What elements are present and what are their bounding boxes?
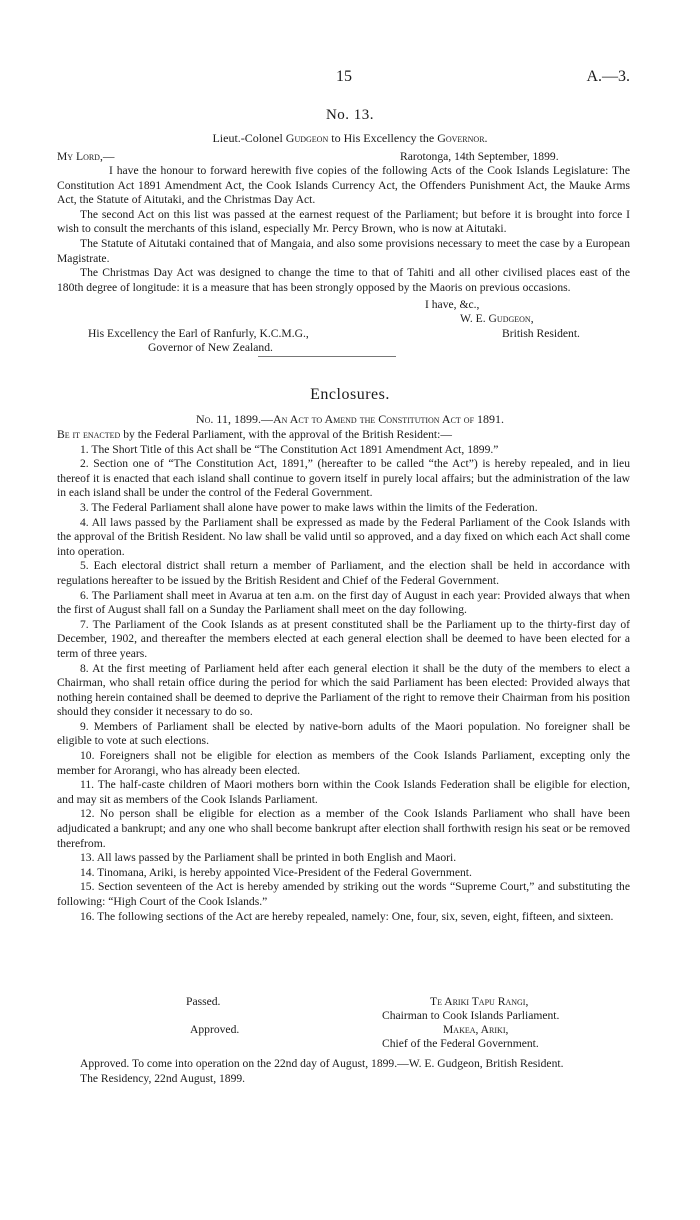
act-section: 4. All laws passed by the Parliament shall be expressed as made by the Federal Parliament of the Cook Islands with the approval of the British Resident. No law shall be valid until so approved, and a day fixed on which each Act shall come into operation.: [57, 515, 630, 558]
act-section: 12. No person shall be eligible for election as a member of the Cook Islands Parliament who shall have been adjudicated a bankrupt; and any one who shall become bankrupt after election shall forthwith resign his seat or be removed therefrom.: [57, 807, 630, 850]
act-section: 15. Section seventeen of the Act is hereby amended by striking out the words “Supreme Court,” and substituting the following: “High Court of the Cook Islands.”: [57, 880, 630, 908]
signature-title: British Resident.: [502, 327, 580, 340]
act-section: 7. The Parliament of the Cook Islands as at present constituted shall be the Parliament up to the thirty-first day of December, 1902, and thereafter the members elected at each general election shall be deemed to have been elected for a term of three years.: [57, 617, 630, 660]
addressee-line-2: Governor of New Zealand.: [148, 341, 273, 354]
act-body: [57, 428, 630, 924]
act-section: 11. The half-caste children of Maori mothers born within the Cook Islands Federation shall be eligible for election, and may sit as members of the Cook Islands Parliament.: [57, 778, 630, 806]
act-section: 1. The Short Title of this Act shall be “The Constitution Act 1891 Amendment Act, 1899.”: [80, 442, 499, 456]
final-approval-block: [57, 1057, 630, 1086]
letter-number: No. 13.: [325, 107, 375, 123]
passed-signature-name: Te Ariki Tapu Rangi,: [430, 995, 529, 1008]
act-title-text: No. 11, 1899.—An Act to Amend the Constitution Act of 1891.: [195, 412, 505, 426]
enacting-clause: [57, 428, 630, 443]
passed-signature-title: Chairman to Cook Islands Parliament.: [382, 1009, 560, 1022]
act-section: 10. Foreigners shall not be eligible for election as members of the Cook Islands Parliament, excepting only the member for Arorangi, who has already been elected.: [57, 749, 630, 777]
letter-paragraph: I have the honour to forward herewith five copies of the following Acts of the Cook Islands Legislature: The Constitution Act 1891 Amendment Act, the Cook Islands Currency Act, the Offenders Punishment Act, the Mauke Arms Act, the Statute of Aitutaki, and the Christmas Day Act.: [57, 164, 630, 207]
act-section: 16. The following sections of the Act are hereby repealed, namely: One, four, six, seven, eight, fifteen, and sixteen.: [80, 909, 614, 923]
approved-label: Approved.: [190, 1023, 240, 1036]
letter-paragraph: The second Act on this list was passed at the earnest request of the Parliament; but before it is brought into force I wish to consult the merchants of this island, especially Mr. Percy Brown, who is now at Aitutaki.: [57, 207, 630, 236]
approved-signature-title: Chief of the Federal Government.: [382, 1037, 539, 1050]
act-section: 13. All laws passed by the Parliament shall be printed in both English and Maori.: [80, 851, 457, 865]
from-to-pre: Lieut.-Colonel: [212, 131, 286, 145]
approved-signature-name: Makea, Ariki,: [443, 1023, 509, 1036]
act-section: 8. At the first meeting of Parliament held after each general election it shall be the duty of the members to elect a Chairman, who shall retain office during the period for which the said Parliament has been elected: Provided always that nothing herein contained shall be deemed to deprive the Parliament of the right to remove their Chairman from his position should they consider it necessary to do so.: [57, 661, 630, 719]
residency-date: The Residency, 22nd August, 1899.: [80, 1071, 246, 1085]
letter-from-to: [0, 131, 700, 146]
from-to-mid: to His Excellency the: [328, 131, 438, 145]
section-divider: [258, 356, 396, 357]
page-number: 15: [336, 68, 352, 85]
enacting-lead: Be it enacted: [57, 428, 121, 441]
enclosures-heading: Enclosures.: [310, 386, 390, 403]
enacting-rest: by the Federal Parliament, with the approval of the British Resident:—: [120, 428, 452, 441]
document-reference: A.—3.: [586, 68, 630, 85]
act-section: 3. The Federal Parliament shall alone have power to make laws within the limits of the Federation.: [80, 500, 538, 514]
salutation: My Lord,—: [57, 150, 115, 163]
letter-paragraph: The Statute of Aitutaki contained that of Mangaia, and also some provisions necessary to meet the case by a European Magistrate.: [57, 236, 630, 265]
passed-label: Passed.: [186, 995, 221, 1008]
final-approval: Approved. To come into operation on the 22nd day of August, 1899.—W. E. Gudgeon, British Resident.: [80, 1057, 564, 1070]
act-title: [0, 412, 700, 427]
act-section: 2. Section one of “The Constitution Act, 1891,” (hereafter to be called “the Act”) is hereby repealed, and in lieu thereof it is enacted that each island shall continue to govern itself in purely local affairs; but the administration of the law in each island shall be under the control of the Federal Government.: [57, 457, 630, 500]
closing: I have, &c.,: [425, 298, 480, 311]
sender-name: Gudgeon: [285, 131, 329, 145]
addressee-line-1: His Excellency the Earl of Ranfurly, K.C.M.G.,: [88, 327, 309, 340]
letter-paragraph: The Christmas Day Act was designed to change the time to that of Tahiti and all other civilised places east of the 180th degree of longitude: it is a measure that has been strongly opposed by the Maoris on previous occasions.: [57, 266, 630, 294]
place-date: Rarotonga, 14th September, 1899.: [400, 150, 559, 163]
recipient-title: Governor.: [437, 131, 488, 145]
act-section: 14. Tinomana, Ariki, is hereby appointed Vice-President of the Federal Government.: [80, 865, 472, 879]
act-section: 6. The Parliament shall meet in Avarua at ten a.m. on the first day of August in each year: Provided always that when the first of August shall fall on a Sunday the Parliament shall meet on the day following.: [57, 588, 630, 617]
signature: W. E. Gudgeon,: [460, 312, 534, 325]
act-section: 9. Members of Parliament shall be elected by native-born adults of the Maori population. No foreigner shall be eligible to vote at such elections.: [57, 719, 630, 748]
act-section: 5. Each electoral district shall return a member of Parliament, and the election shall be held in accordance with regulations hereafter to be issued by the British Resident and Chief of the Federal Government.: [57, 559, 630, 587]
letter-body: [57, 164, 630, 295]
